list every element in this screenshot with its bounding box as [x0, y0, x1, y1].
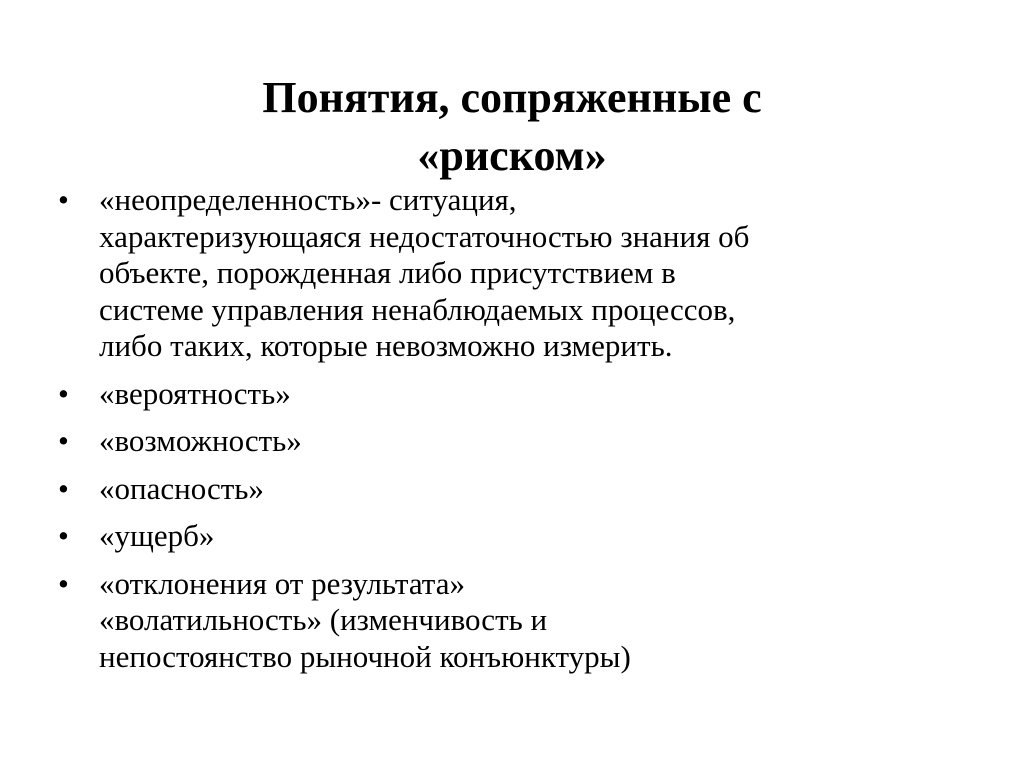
bullet-text-line: объекте, порожденная либо присутствием в: [99, 255, 676, 290]
bullet-text-line: характеризующаяся недостаточностью знания об: [99, 218, 750, 254]
slide-title: [80, 69, 944, 185]
bullet-list: [58, 182, 958, 686]
bullet-marker: •: [58, 375, 69, 411]
bullet-text-line: системе управления ненаблюдаемых процессов,: [99, 291, 736, 327]
bullet-item-damage: [58, 518, 958, 555]
title-line-2: «риском»: [417, 131, 607, 181]
bullet-text-line: «ущерб»: [99, 518, 215, 553]
bullet-marker: •: [58, 470, 69, 506]
bullet-item-deviation-volatility: [58, 566, 958, 676]
bullet-marker: •: [58, 565, 69, 601]
bullet-item-uncertainty: [58, 182, 958, 365]
bullet-marker: •: [58, 182, 69, 217]
bullet-item-danger: [58, 471, 958, 508]
bullet-text-line: «неопределенность»- ситуация,: [99, 182, 517, 217]
bullet-item-possibility: [58, 423, 958, 460]
bullet-text-line: непостоянство рыночной конъюнктуры): [99, 638, 631, 674]
bullet-marker: •: [58, 518, 69, 553]
bullet-text-line: «опасность»: [99, 470, 264, 506]
bullet-text-line: «возможность»: [99, 423, 302, 458]
bullet-text-line: «вероятность»: [99, 375, 291, 411]
bullet-item-probability: [58, 376, 958, 413]
bullet-text-line: либо таких, которые невозможно измерить.: [99, 328, 673, 363]
bullet-marker: •: [58, 423, 69, 458]
bullet-text-line: «отклонения от результата»: [99, 565, 465, 601]
bullet-text-line: «волатильность» (изменчивость и: [99, 602, 548, 637]
title-line-1: Понятия, сопряженные с: [262, 73, 762, 123]
